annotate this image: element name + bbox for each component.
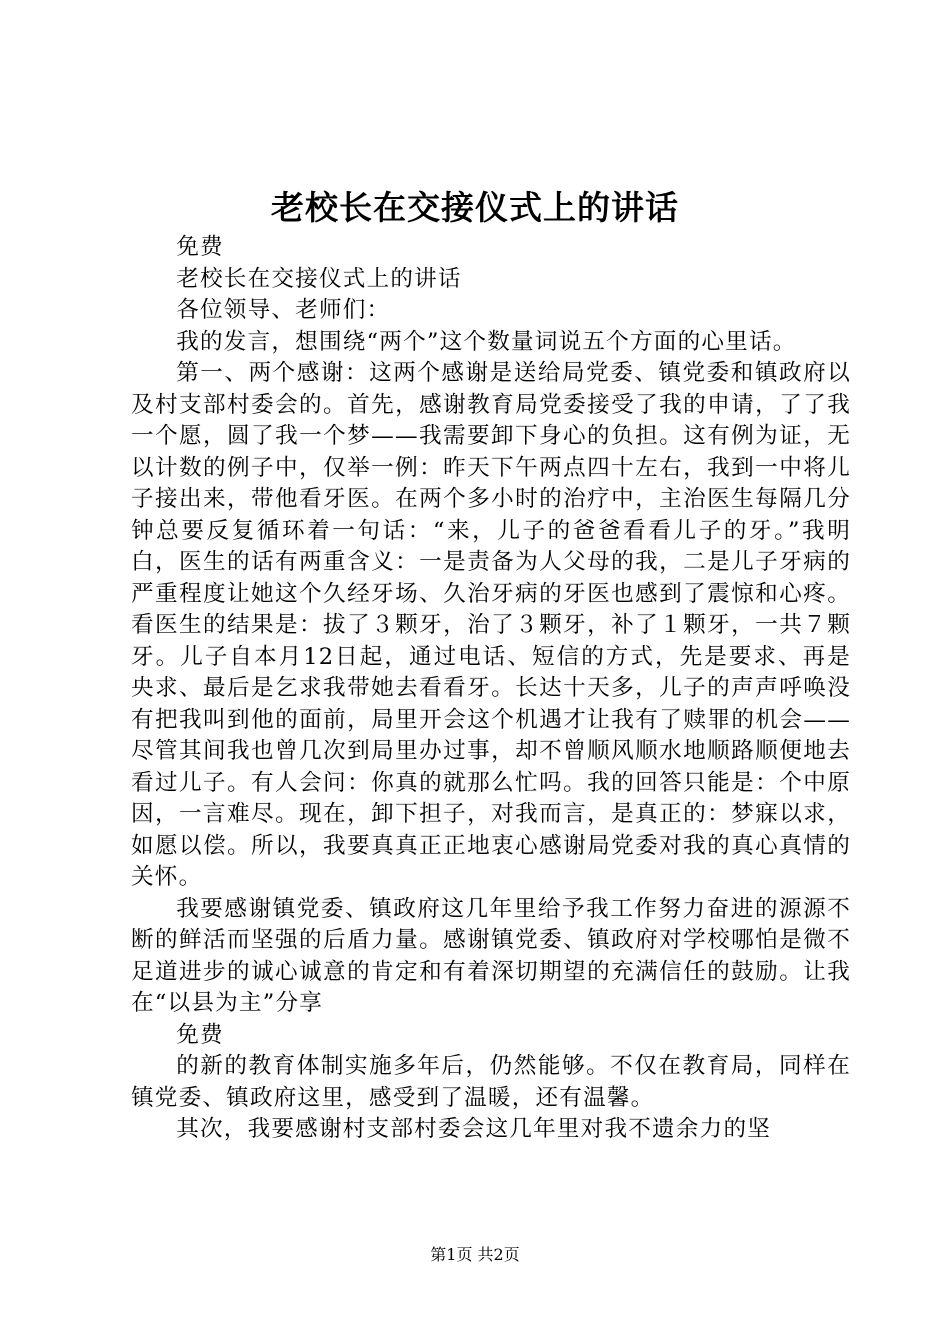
paragraph-town-thanks: 我要感谢镇党委、镇政府这几年里给予我工作努力奋进的源源不断的鲜活而坚强的后盾力量。感谢镇党委、镇政府对学校哪怕是微不足道进步的诚心诚意的肯定和有着深切期望的充满信任的鼓励。让我在“以县为主”分享 [131,895,851,1016]
paragraph-free-label-2: 免费 [176,1021,224,1048]
paragraph-subtitle: 老校长在交接仪式上的讲话 [176,265,462,292]
document-title: 老校长在交接仪式上的讲话 [271,188,679,227]
page-footer: 第1页 共2页 [430,1245,520,1264]
paragraph-first-thanks: 第一、两个感谢：这两个感谢是送给局党委、镇党委和镇政府以及村支部村委会的。首先，感谢教育局党委接受了我的申请，了了我一个愿，圆了我一个梦——我需要卸下身心的负担。这有例为证，无以计数的例子中，仅举一例：昨天下午两点四十左右，我到一中将儿子接出来，带他看牙医。在两个多小时的治疗中，主治医生每隔几分钟总要反复循环着一句话：“来，儿子的爸爸看看儿子的牙。”我明白，医生的话有两重含义：一是责备为人父母的我，二是儿子牙病的严重程度让她这个久经牙场、久治牙病的牙医也感到了震惊和心疼。看医生的结果是：拔了３颗牙，治了３颗牙，补了１颗牙，一共７颗牙。儿子自本月12日起，通过电话、短信的方式，先是要求、再是央求、最后是乞求我带她去看看牙。长达十天多，儿子的声声呼唤没有把我叫到他的面前，局里开会这个机遇才让我有了赎罪的机会——尽管其间我也曾几次到局里办过事，却不曾顺风顺水地顺路顺便地去看过儿子。有人会问：你真的就那么忙吗。我的回答只能是：个中原因，一言难尽。现在，卸下担子，对我而言，是真正的：梦寐以求，如愿以偿。所以，我要真真正正地衷心感谢局党委对我的真心真情的关怀。 [131,360,851,890]
paragraph-village-thanks: 其次，我要感谢村支部村委会这几年里对我不遗余力的坚 [176,1116,772,1142]
document-body [131,232,851,1146]
paragraph-salutation: 各位领导、老师们： [176,297,391,323]
paragraph-intro: 我的发言，想围绕“两个”这个数量词说五个方面的心里话。 [176,328,797,355]
paragraph-free-label: 免费 [176,234,224,260]
paragraph-continuation: 的新的教育体制实施多年后，仍然能够。不仅在教育局，同样在镇党委、镇政府这里，感受到了温暖，还有温馨。 [131,1053,851,1111]
